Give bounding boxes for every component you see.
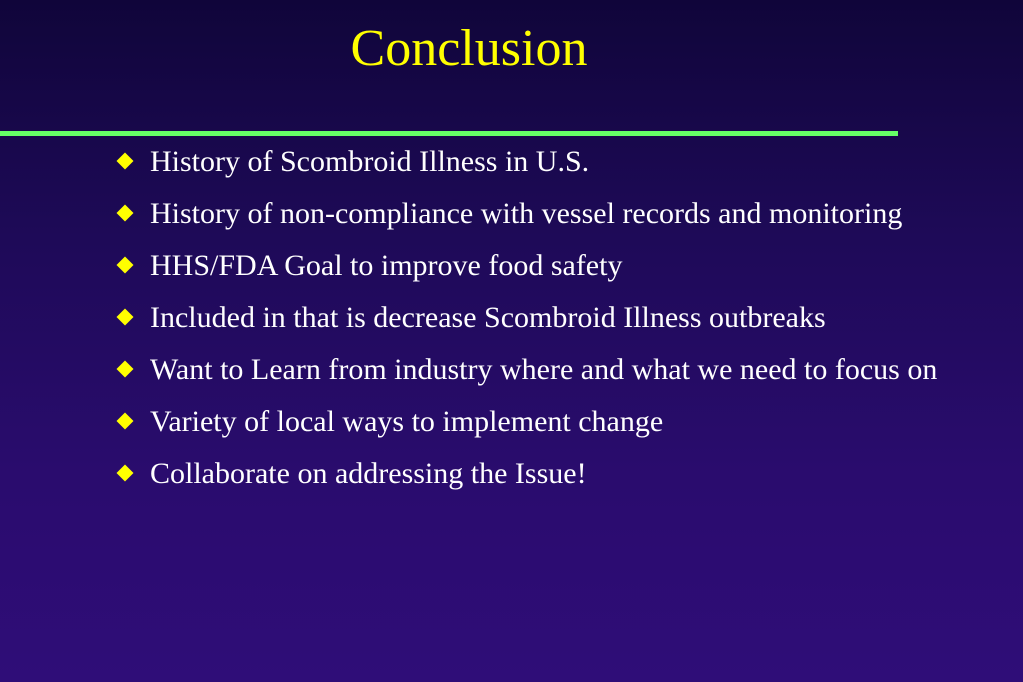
- bullet-text: Variety of local ways to implement change: [150, 405, 664, 438]
- bullet-list: [116, 141, 976, 505]
- bullet-text: Included in that is decrease Scombroid Illness outbreaks: [150, 301, 826, 334]
- slide-title: Conclusion: [350, 20, 588, 77]
- diamond-bullet-icon: [117, 205, 134, 222]
- diamond-bullet-icon: [117, 309, 134, 326]
- bullet-text: HHS/FDA Goal to improve food safety: [150, 249, 623, 282]
- diamond-bullet-icon: [117, 361, 134, 378]
- bullet-item: [116, 453, 976, 495]
- diamond-bullet-icon: [117, 413, 134, 430]
- diamond-bullet-icon: [117, 257, 134, 274]
- bullet-text: History of Scombroid Illness in U.S.: [150, 145, 590, 178]
- bullet-item: [116, 245, 976, 287]
- bullet-item: [116, 193, 976, 235]
- bullet-item: [116, 401, 976, 443]
- title-divider-line: [0, 131, 898, 136]
- diamond-bullet-icon: [117, 465, 134, 482]
- bullet-text: Collaborate on addressing the Issue!: [150, 457, 587, 490]
- bullet-text: Want to Learn from industry where and what we need to focus on: [150, 353, 938, 386]
- diamond-bullet-icon: [117, 153, 134, 170]
- bullet-item: [116, 349, 976, 391]
- bullet-text: History of non-compliance with vessel records and monitoring: [150, 197, 903, 230]
- bullet-item: [116, 141, 976, 183]
- bullet-item: [116, 297, 976, 339]
